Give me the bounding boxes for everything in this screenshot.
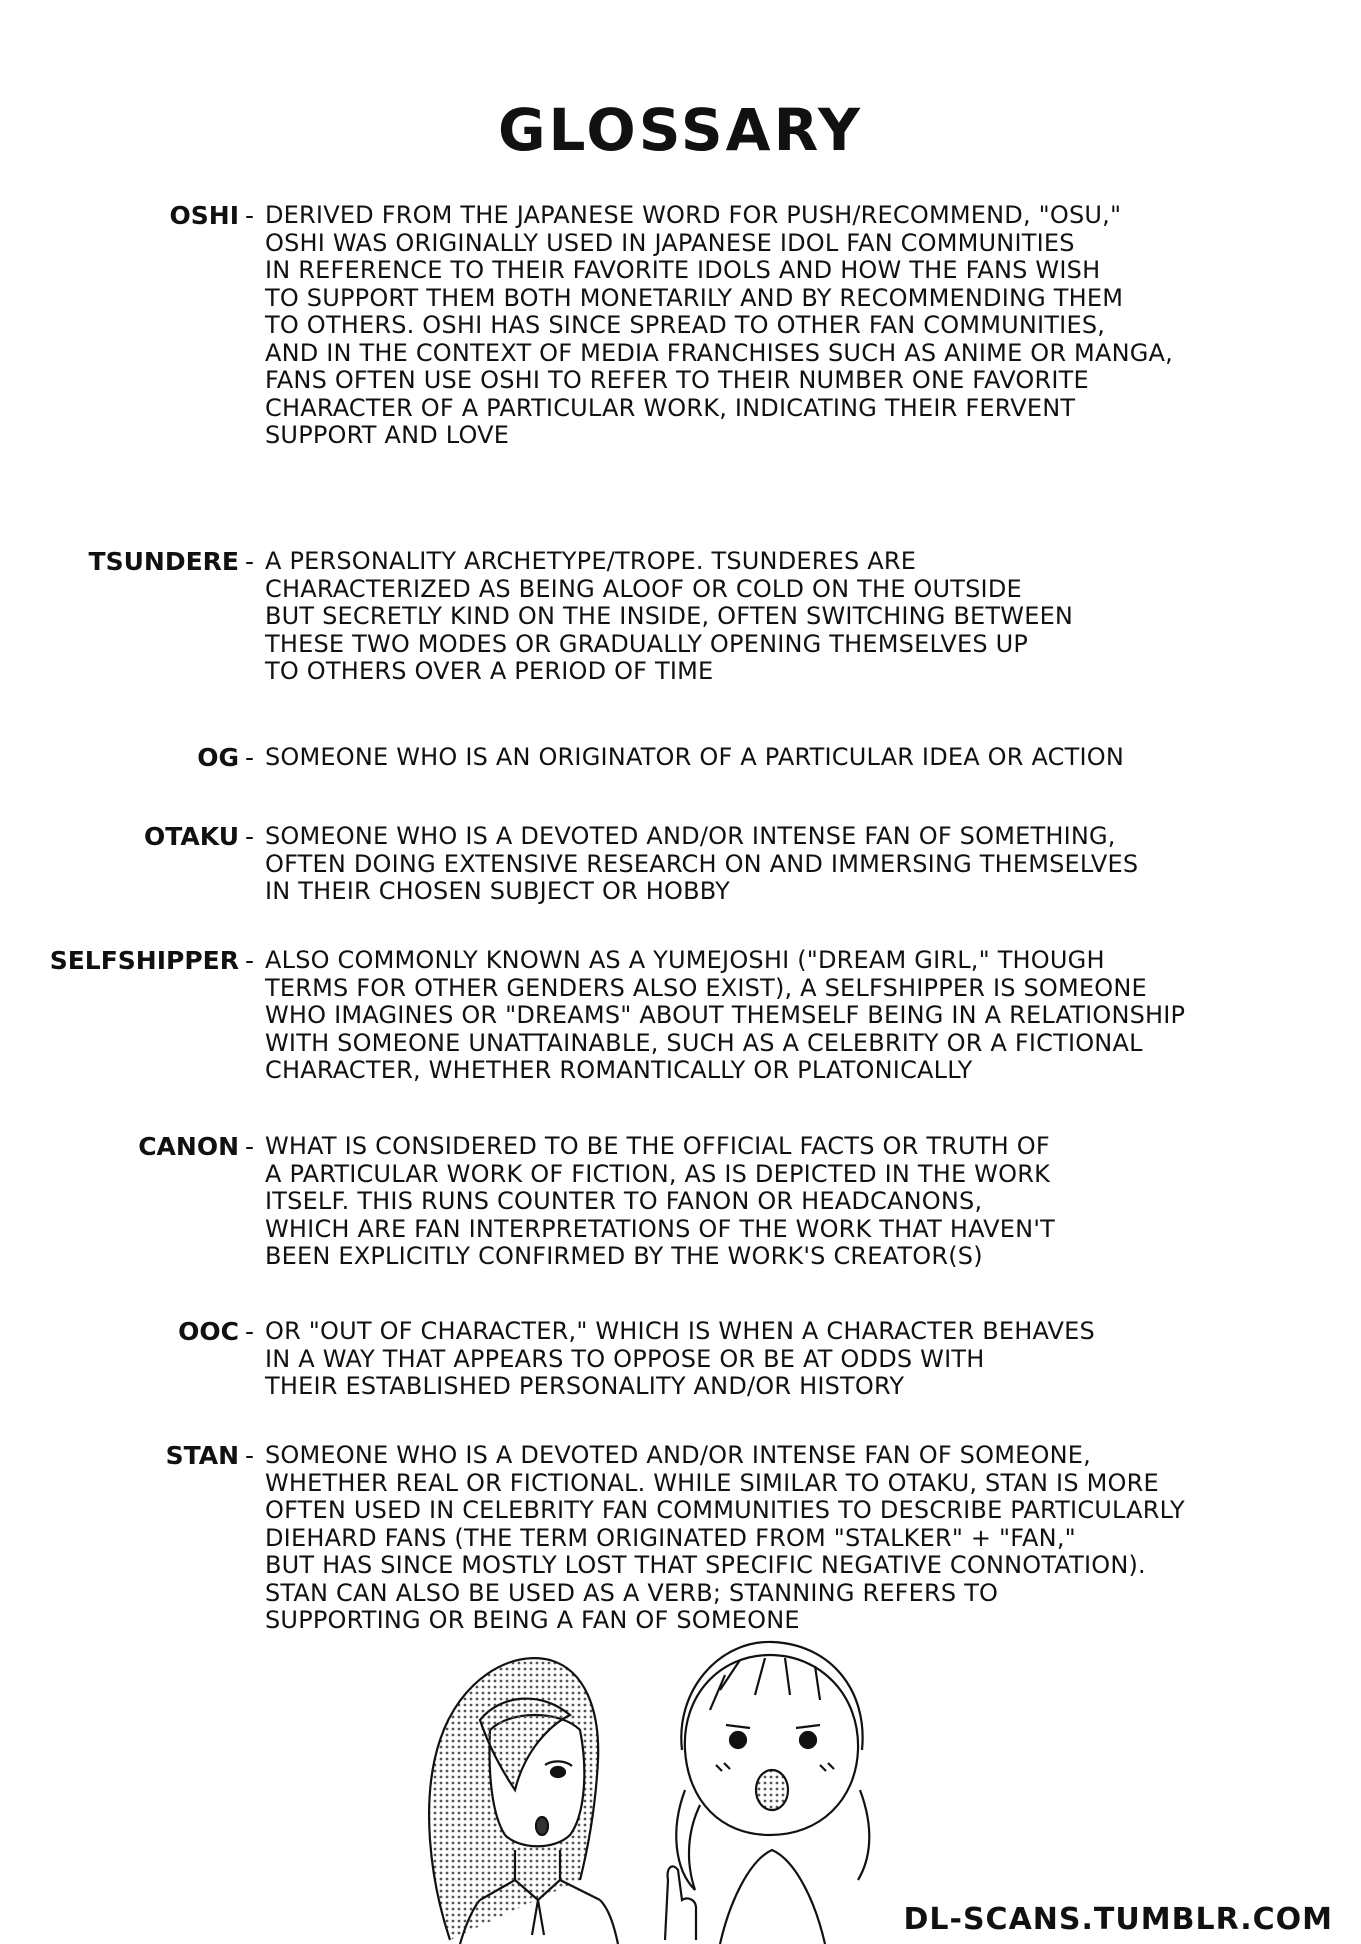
- entry-term: OSHI: [169, 201, 239, 230]
- entry-definition: WHAT IS CONSIDERED TO BE THE OFFICIAL FACTS OR TRUTH OF A PARTICULAR WORK OF FICTION, AS IS DEPICTED IN THE WORK ITSELF. THIS RUNS COUNTER TO FANON OR HEADCANONS, WHICH ARE FAN INTERPRETATIONS OF THE WORK THAT HAVEN'T BEEN EXPLICITLY CONFIRMED BY THE WORK'S CREATOR(S): [265, 1132, 1055, 1270]
- entry-definition: SOMEONE WHO IS A DEVOTED AND/OR INTENSE FAN OF SOMETHING, OFTEN DOING EXTENSIVE RESEARCH ON AND IMMERSING THEMSELVES IN THEIR CHOSEN SUBJECT OR HOBBY: [265, 822, 1139, 905]
- entry-separator: -: [245, 1441, 255, 1470]
- left-character-figure: [429, 1658, 618, 1944]
- entry-term: TSUNDERE: [88, 547, 239, 576]
- entry-separator: -: [245, 1317, 255, 1346]
- entry-definition: A PERSONALITY ARCHETYPE/TROPE. TSUNDERES ARE CHARACTERIZED AS BEING ALOOF OR COLD ON THE OUTSIDE BUT SECRETLY KIND ON THE INSIDE, OFTEN SWITCHING BETWEEN THESE TWO MODES OR GRADUALLY OPENING THEMSELVES UP TO OTHERS OVER A PERIOD OF TIME: [265, 547, 1074, 685]
- entry-definition: ALSO COMMONLY KNOWN AS A YUMEJOSHI ("DREAM GIRL," THOUGH TERMS FOR OTHER GENDERS ALSO EXIST), A SELFSHIPPER IS SOMEONE WHO IMAGINES OR "DREAMS" ABOUT THEMSELF BEING IN A RELATIONSHIP WITH SOMEONE UNATTAINABLE, SUCH AS A CELEBRITY OR A FICTIONAL CHARACTER, WHETHER ROMANTICALLY OR PLATONICALLY: [265, 946, 1186, 1084]
- entry-definition: DERIVED FROM THE JAPANESE WORD FOR PUSH/RECOMMEND, "OSU," OSHI WAS ORIGINALLY USED IN JAPANESE IDOL FAN COMMUNITIES IN REFERENCE TO THEIR FAVORITE IDOLS AND HOW THE FANS WISH TO SUPPORT THEM BOTH MONETARILY AND BY RECOMMENDING THEM TO OTHERS. OSHI HAS SINCE SPREAD TO OTHER FAN COMMUNITIES, AND IN THE CONTEXT OF MEDIA FRANCHISES SUCH AS ANIME OR MANGA, FANS OFTEN USE OSHI TO REFER TO THEIR NUMBER ONE FAVORITE CHARACTER OF A PARTICULAR WORK, INDICATING THEIR FERVENT SUPPORT AND LOVE: [265, 201, 1173, 449]
- right-character-figure: [665, 1642, 869, 1944]
- entry-definition: SOMEONE WHO IS AN ORIGINATOR OF A PARTICULAR IDEA OR ACTION: [265, 743, 1125, 771]
- entry-term: OOC: [178, 1317, 239, 1346]
- entry-definition: SOMEONE WHO IS A DEVOTED AND/OR INTENSE FAN OF SOMEONE, WHETHER REAL OR FICTIONAL. WHILE SIMILAR TO OTAKU, STAN IS MORE OFTEN USED IN CELEBRITY FAN COMMUNITIES TO DESCRIBE PARTICULARLY DIEHARD FANS (THE TERM ORIGINATED FROM "STALKER" + "FAN," BUT HAS SINCE MOSTLY LOST THAT SPECIFIC NEGATIVE CONNOTATION). STAN CAN ALSO BE USED AS A VERB; STANNING REFERS TO SUPPORTING OR BEING A FAN OF SOMEONE: [265, 1441, 1185, 1634]
- entry-term: CANON: [138, 1132, 239, 1161]
- manga-characters-illustration: [420, 1600, 880, 1944]
- entry-separator: -: [245, 1132, 255, 1161]
- entry-separator: -: [245, 743, 255, 772]
- entry-separator: -: [245, 201, 255, 230]
- entry-separator: -: [245, 946, 255, 975]
- entry-term: OG: [197, 743, 239, 772]
- entry-term: SELFSHIPPER: [49, 946, 239, 975]
- page-title: GLOSSARY: [497, 96, 864, 164]
- entry-term: OTAKU: [144, 822, 239, 851]
- footer-url: DL-SCANS.TUMBLR.COM: [903, 1902, 1333, 1937]
- entry-separator: -: [245, 822, 255, 851]
- entry-separator: -: [245, 547, 255, 576]
- entry-definition: OR "OUT OF CHARACTER," WHICH IS WHEN A CHARACTER BEHAVES IN A WAY THAT APPEARS TO OPPOSE OR BE AT ODDS WITH THEIR ESTABLISHED PERSONALITY AND/OR HISTORY: [265, 1317, 1095, 1400]
- entry-term: STAN: [165, 1441, 239, 1470]
